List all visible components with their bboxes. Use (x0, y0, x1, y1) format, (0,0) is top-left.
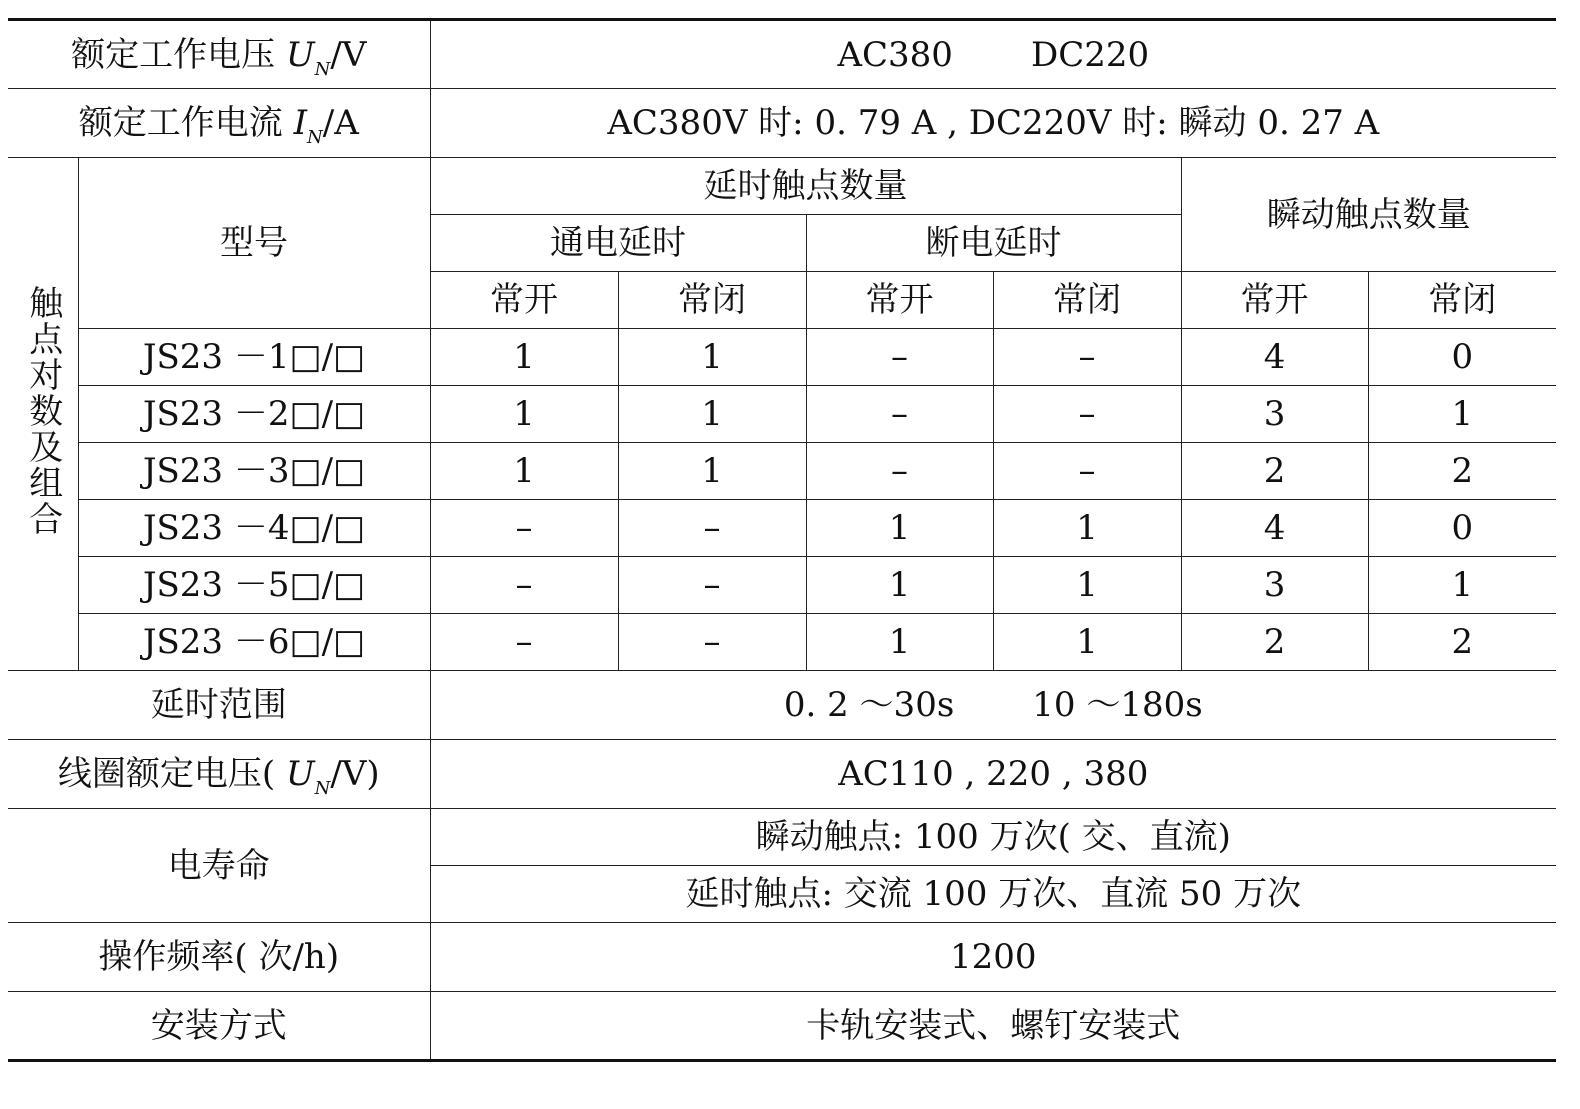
coil-voltage-label (8, 740, 430, 809)
value-cell: 1 (618, 443, 806, 500)
rated-voltage-value (430, 20, 1556, 89)
table-row (8, 614, 1556, 671)
value-cell: 1 (430, 443, 618, 500)
model-cell: JS23 －5□/□ (78, 557, 430, 614)
table-row (8, 386, 1556, 443)
mounting-row (8, 992, 1556, 1061)
value-cell: – (430, 557, 618, 614)
delay-range-value (430, 671, 1556, 740)
rated-voltage-label (8, 20, 430, 89)
delay-range-value-2: 10 ～180s (1032, 685, 1203, 725)
electrical-life-label: 电寿命 (8, 809, 430, 923)
rated-current-label-text: 额定工作电流 (78, 103, 294, 143)
value-cell: – (993, 443, 1181, 500)
value-cell: 1 (1368, 386, 1556, 443)
rated-voltage-ac: AC380 (837, 34, 953, 75)
contacts-header-row-1 (8, 158, 1556, 215)
coil-voltage-subscript: N (314, 778, 331, 799)
rated-current-symbol: I (293, 103, 307, 143)
delay-range-label: 延时范围 (8, 671, 430, 740)
contacts-group-label-text: 触点对数及组合 (22, 285, 63, 537)
rated-voltage-symbol: U (285, 34, 315, 75)
rated-voltage-subscript: N (314, 58, 331, 80)
off-delay-header: 断电延时 (806, 215, 1181, 272)
value-cell: 1 (618, 329, 806, 386)
value-cell: – (806, 443, 993, 500)
coil-voltage-value: AC110 , 220 , 380 (430, 740, 1556, 809)
model-cell: JS23 －2□/□ (78, 386, 430, 443)
value-cell: – (618, 614, 806, 671)
value-cell: 1 (993, 614, 1181, 671)
rated-current-value: AC380V 时: 0. 79 A , DC220V 时: 瞬动 0. 27 A (430, 89, 1556, 158)
model-cell: JS23 －6□/□ (78, 614, 430, 671)
delay-range-value-1: 0. 2 ～30s (783, 685, 955, 725)
value-cell: 4 (1181, 329, 1368, 386)
value-cell: 3 (1181, 557, 1368, 614)
rated-voltage-unit: /V (330, 34, 367, 75)
value-cell: 0 (1368, 329, 1556, 386)
rated-current-label (8, 89, 430, 158)
value-cell: – (618, 557, 806, 614)
table-row (8, 557, 1556, 614)
rated-current-subscript: N (307, 127, 323, 148)
delay-range-row (8, 671, 1556, 740)
on-delay-no-header: 常开 (430, 272, 618, 329)
rated-voltage-row (8, 20, 1556, 89)
coil-voltage-symbol: U (285, 754, 315, 794)
value-cell: 2 (1181, 443, 1368, 500)
table-row (8, 329, 1556, 386)
value-cell: 2 (1368, 614, 1556, 671)
value-cell: 2 (1181, 614, 1368, 671)
value-cell: 1 (806, 557, 993, 614)
electrical-life-value-1: 瞬动触点: 100 万次( 交、直流) (430, 809, 1556, 866)
value-cell: 1 (618, 386, 806, 443)
coil-voltage-row (8, 740, 1556, 809)
value-cell: 0 (1368, 500, 1556, 557)
model-cell: JS23 －1□/□ (78, 329, 430, 386)
instant-contacts-header: 瞬动触点数量 (1181, 158, 1556, 272)
instant-nc-header: 常闭 (1368, 272, 1556, 329)
on-delay-nc-header: 常闭 (618, 272, 806, 329)
value-cell: 1 (806, 614, 993, 671)
instant-no-header: 常开 (1181, 272, 1368, 329)
value-cell: 1 (806, 500, 993, 557)
mounting-label: 安装方式 (8, 992, 430, 1061)
value-cell: 3 (1181, 386, 1368, 443)
operating-frequency-row (8, 923, 1556, 992)
model-cell: JS23 －4□/□ (78, 500, 430, 557)
model-header: 型号 (78, 158, 430, 329)
value-cell: – (430, 614, 618, 671)
rated-voltage-dc: DC220 (1030, 34, 1150, 75)
coil-voltage-label-text: 线圈额定电压( (57, 754, 286, 794)
value-cell: – (430, 500, 618, 557)
mounting-value: 卡轨安装式、螺钉安装式 (430, 992, 1556, 1061)
model-cell: JS23 －3□/□ (78, 443, 430, 500)
value-cell: – (806, 386, 993, 443)
off-delay-nc-header: 常闭 (993, 272, 1181, 329)
operating-frequency-label: 操作频率( 次/h) (8, 923, 430, 992)
specification-table (8, 18, 1556, 1062)
value-cell: 1 (430, 386, 618, 443)
contacts-group-label (8, 158, 78, 671)
rated-current-unit: /A (322, 103, 359, 143)
electrical-life-row-1 (8, 809, 1556, 866)
value-cell: – (618, 500, 806, 557)
coil-voltage-unit: /V) (330, 754, 380, 794)
rated-current-row (8, 89, 1556, 158)
value-cell: – (806, 329, 993, 386)
rated-voltage-label-text: 额定工作电压 (71, 34, 286, 75)
value-cell: 4 (1181, 500, 1368, 557)
table-row (8, 443, 1556, 500)
value-cell: 1 (993, 500, 1181, 557)
value-cell: 1 (1368, 557, 1556, 614)
off-delay-no-header: 常开 (806, 272, 993, 329)
value-cell: – (993, 329, 1181, 386)
electrical-life-value-2: 延时触点: 交流 100 万次、直流 50 万次 (430, 866, 1556, 923)
value-cell: 2 (1368, 443, 1556, 500)
value-cell: 1 (993, 557, 1181, 614)
operating-frequency-value: 1200 (430, 923, 1556, 992)
value-cell: – (993, 386, 1181, 443)
on-delay-header: 通电延时 (430, 215, 806, 272)
value-cell: 1 (430, 329, 618, 386)
table-row (8, 500, 1556, 557)
delay-contacts-header: 延时触点数量 (430, 158, 1181, 215)
